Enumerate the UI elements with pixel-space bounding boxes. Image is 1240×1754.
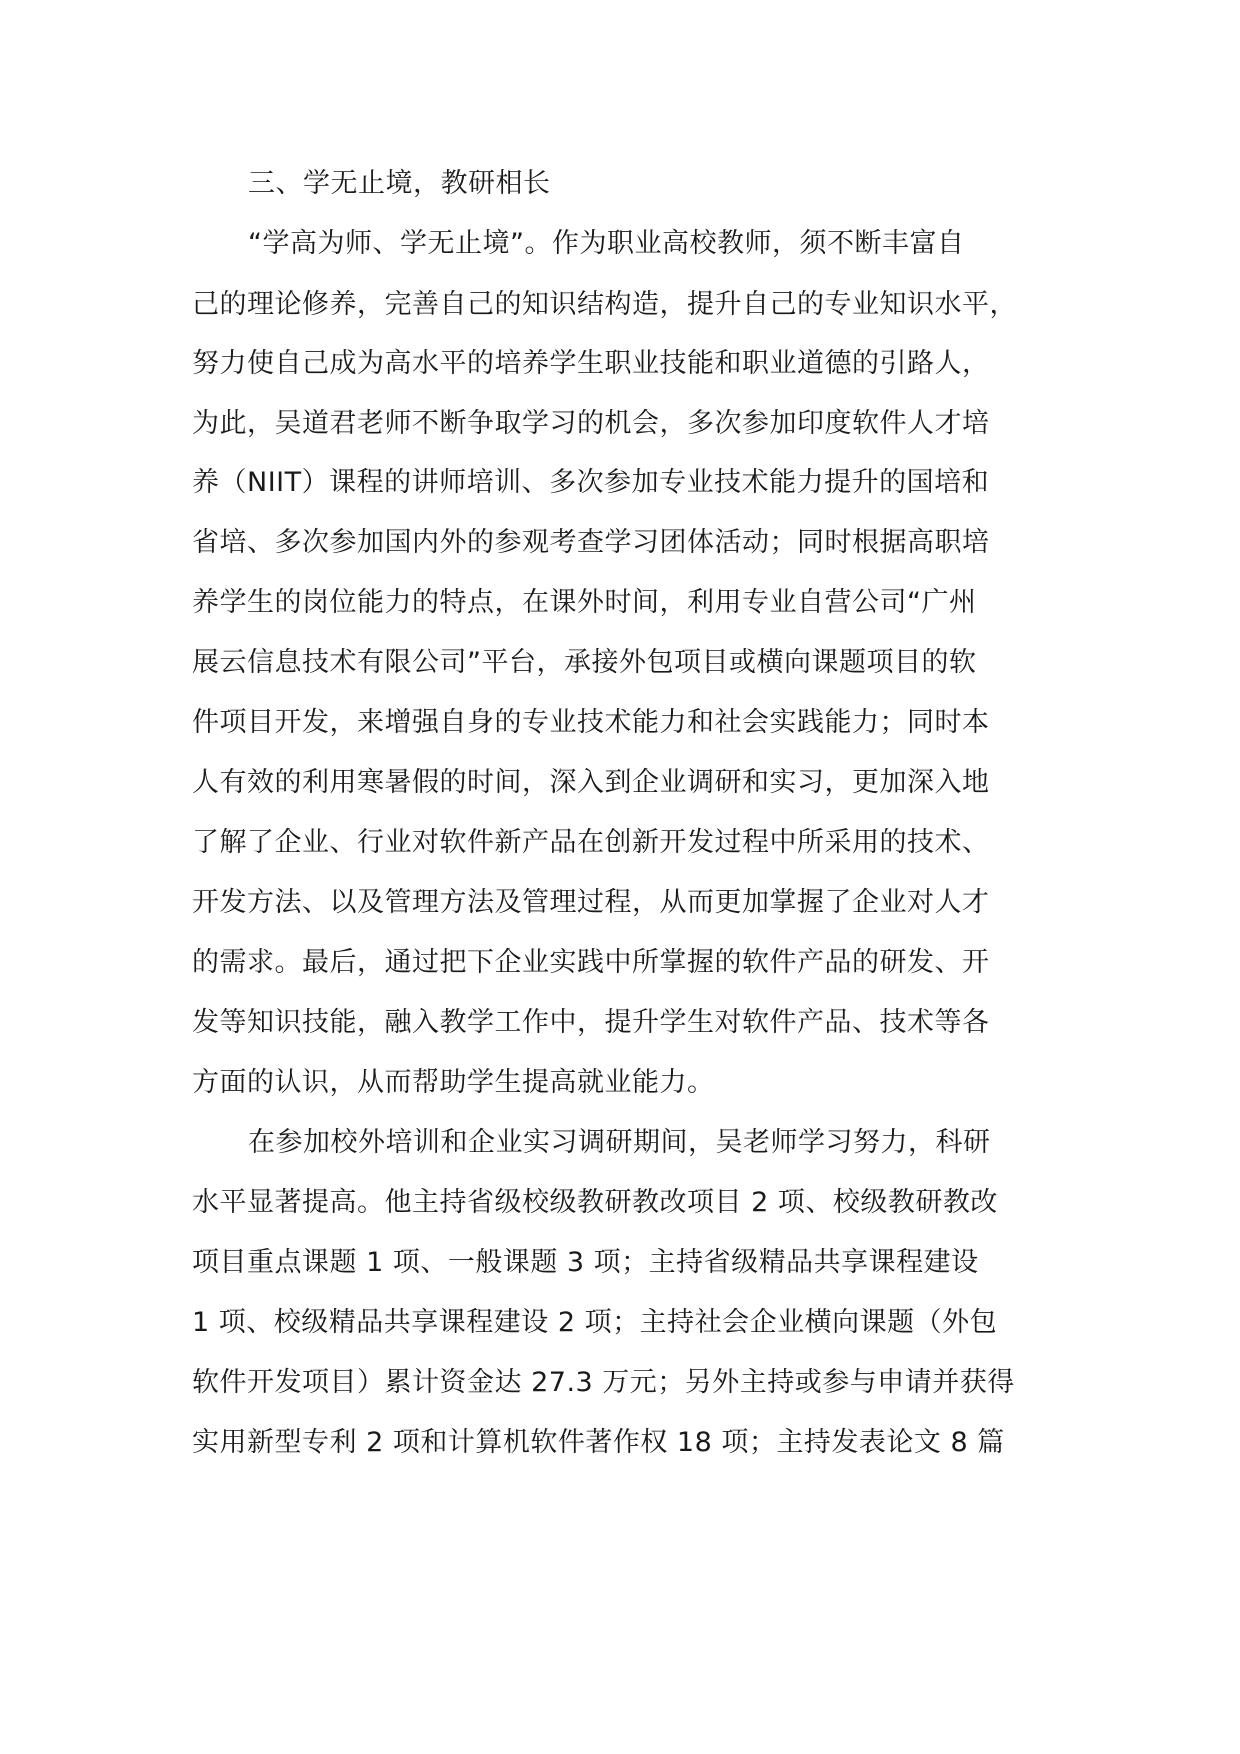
paragraph1-line-14: 发等知识技能，融入教学工作中，提升学生对软件产品、技术等各	[192, 1007, 990, 1038]
paragraph2-line-2: 水平显著提高。他主持省级校级教研教改项目 2 项、校级教研教改	[192, 1187, 998, 1218]
section-heading: 三、学无止境，教研相长	[248, 168, 551, 199]
paragraph1-line-8: 展云信息技术有限公司”平台，承接外包项目或横向课题项目的软	[192, 647, 977, 678]
paragraph1-line-10: 人有效的利用寒暑假的时间，深入到企业调研和实习，更加深入地	[192, 767, 990, 798]
paragraph1-line-4: 为此，吴道君老师不断争取学习的机会，多次参加印度软件人才培	[192, 408, 990, 439]
paragraph1-line-13: 的需求。最后，通过把下企业实践中所掌握的软件产品的研发、开	[192, 947, 990, 978]
paragraph1-line-3: 努力使自己成为高水平的培养学生职业技能和职业道德的引路人，	[192, 348, 990, 379]
paragraph2-line-1: 在参加校外培训和企业实习调研期间，吴老师学习努力，科研	[248, 1127, 991, 1158]
paragraph1-line-12: 开发方法、以及管理方法及管理过程，从而更加掌握了企业对人才	[192, 887, 990, 918]
paragraph2-line-6: 实用新型专利 2 项和计算机软件著作权 18 项；主持发表论文 8 篇	[192, 1427, 1005, 1458]
paragraph2-line-4: 1 项、校级精品共享课程建设 2 项；主持社会企业横向课题（外包	[192, 1307, 998, 1338]
paragraph1-line-6: 省培、多次参加国内外的参观考查学习团体活动；同时根据高职培	[192, 527, 990, 558]
paragraph1-line-5: 养（NIIT）课程的讲师培训、多次参加专业技术能力提升的国培和	[192, 467, 990, 498]
paragraph1-line-2: 己的理论修养，完善自己的知识结构造，提升自己的专业知识水平，	[192, 289, 1017, 320]
paragraph1-line-1: “学高为师、学无止境”。作为职业高校教师，须不断丰富自	[248, 228, 965, 259]
paragraph1-line-15: 方面的认识，从而帮助学生提高就业能力。	[192, 1067, 715, 1098]
paragraph1-line-9: 件项目开发，来增强自身的专业技术能力和社会实践能力；同时本	[192, 707, 990, 738]
paragraph1-line-11: 了解了企业、行业对软件新产品在创新开发过程中所采用的技术、	[192, 827, 990, 858]
paragraph2-line-3: 项目重点课题 1 项、一般课题 3 项；主持省级精品共享课程建设	[192, 1247, 979, 1278]
paragraph1-line-7: 养学生的岗位能力的特点，在课外时间，利用专业自营公司“广州	[192, 587, 977, 618]
paragraph2-line-5: 软件开发项目）累计资金达 27.3 万元；另外主持或参与申请并获得	[192, 1367, 1015, 1398]
